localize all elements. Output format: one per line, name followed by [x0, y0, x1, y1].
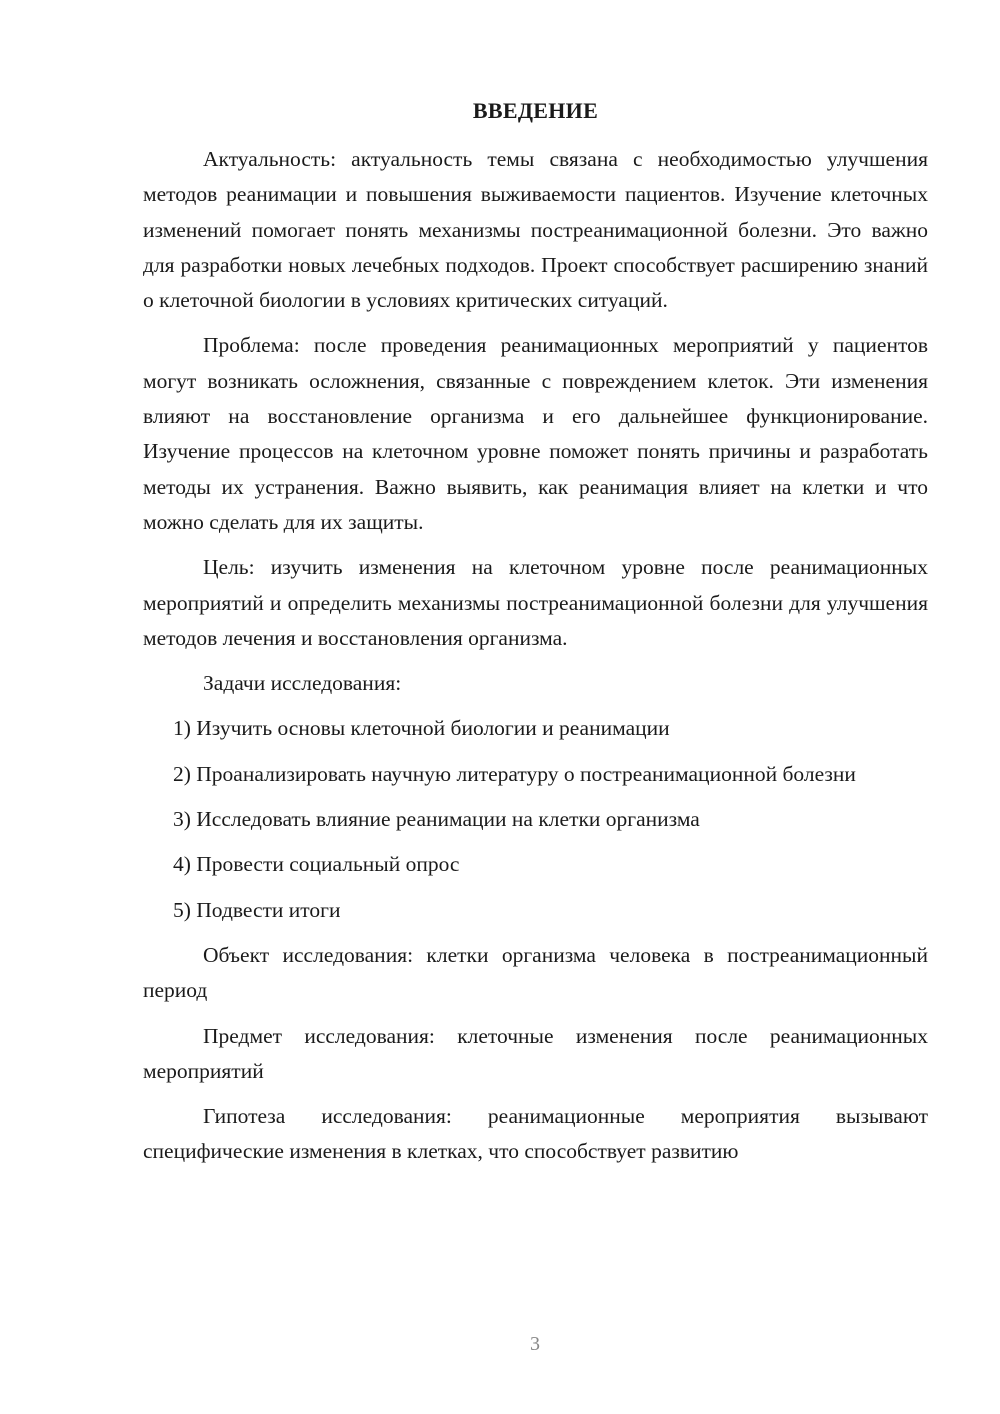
tasks-heading: Задачи исследования: — [203, 671, 402, 696]
problem-paragraph: Проблема: после проведения реанимационных мероприятий у пациентов могут возникать осложнения, связанные с повреждением клеток. Эти изменения влияют на восстановление организма и его дальнейшее функционирование. Изучение процессов на клеточном уровне поможет понять причины и разработать методы их устранения. Важно выявить, как реанимация влияет на клетки и что можно сделать для их защиты. — [143, 333, 928, 534]
task-item: 3) Исследовать влияние реанимации на клетки организма — [173, 807, 700, 832]
task-item: 5) Подвести итоги — [173, 897, 341, 922]
task-item: 2) Проанализировать научную литературу о постреанимационной болезни — [173, 761, 856, 786]
goal-paragraph: Цель: изучить изменения на клеточном уровне после реанимационных мероприятий и определить механизмы постреанимационной болезни для улучшения методов лечения и восстановления организма. — [143, 555, 928, 650]
relevance-paragraph: Актуальность: актуальность темы связана с необходимостью улучшения методов реанимации и повышения выживаемости пациентов. Изучение клеточных изменений помогает понять механизмы постреанимационной болезни. Это важно для разработки новых лечебных подходов. Проект способствует расширению знаний о клеточной биологии в условиях критических ситуаций. — [143, 147, 928, 313]
page-number: 3 — [530, 1333, 540, 1355]
task-item: 1) Изучить основы клеточной биологии и реанимации — [173, 716, 670, 741]
subject-paragraph: Предмет исследования: клеточные изменения после реанимационных мероприятий — [143, 1023, 928, 1083]
document-body — [143, 94, 928, 1180]
object-paragraph: Объект исследования: клетки организма человека в постреанимационный период — [143, 942, 928, 1003]
task-item: 4) Провести социальный опрос — [173, 852, 460, 877]
section-title: ВВЕДЕНИЕ — [472, 98, 599, 123]
hypothesis-paragraph: Гипотеза исследования: реанимационные мероприятия вызывают специфические изменения в клетках, что способствует развитию — [143, 1104, 928, 1164]
